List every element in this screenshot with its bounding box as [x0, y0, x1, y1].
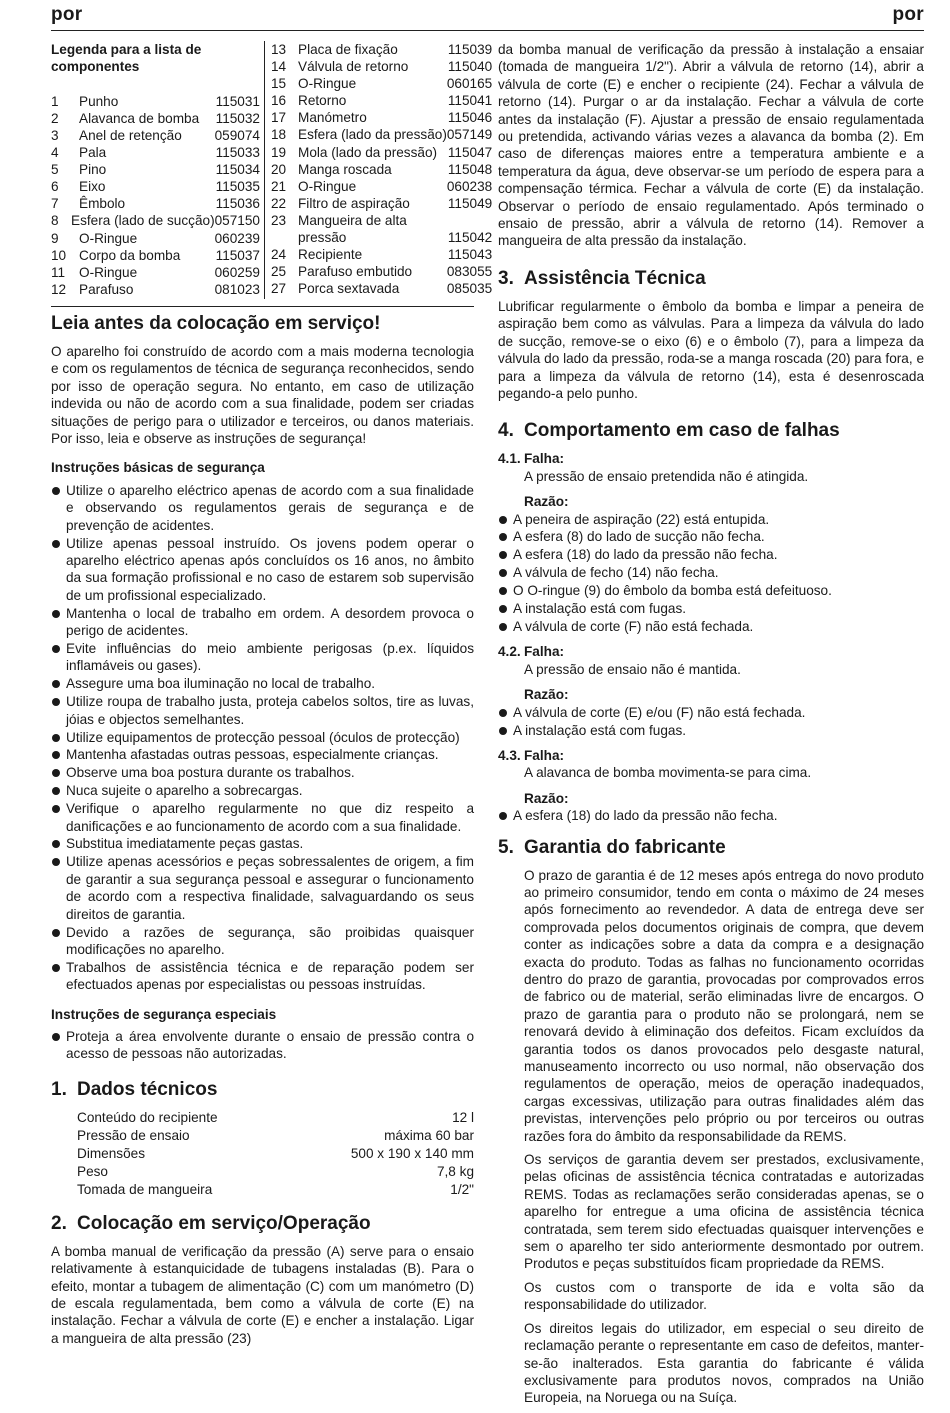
tech-data-row: [77, 1109, 474, 1127]
legend-number: 16: [271, 93, 287, 109]
reason-item: A válvula de fecho (14) não fecha.: [498, 564, 924, 581]
legend-number: 5: [51, 162, 59, 178]
bullet-item: Nuca sujeite o aparelho a sobrecargas.: [51, 782, 474, 799]
legend-code: 115037: [215, 247, 260, 263]
legend-name: Pino: [79, 162, 107, 178]
basic-safety-list: [51, 482, 474, 994]
legend-row: [271, 263, 492, 280]
fault-block: [498, 747, 924, 825]
section5-title: Garantia do fabricante: [524, 836, 726, 858]
legend-number: 1: [51, 93, 59, 109]
legend-row: [271, 75, 492, 92]
legend-code: 060238: [446, 178, 493, 194]
legend-number: 12: [51, 281, 67, 297]
tech-data-label: Pressão de ensaio: [77, 1127, 190, 1143]
reason-item: A instalação está com fugas.: [498, 722, 924, 739]
legend-number: 20: [271, 161, 287, 177]
bullet-item: Utilize roupa de trabalho justa, proteja cabelos soltos, tire as luvas, jóias e objectos semelhantes.: [51, 693, 474, 728]
warranty-text: [524, 867, 924, 1407]
legend-number: 8: [51, 213, 59, 229]
reason-list: [498, 511, 924, 636]
legend-code: 083055: [446, 264, 493, 280]
intro-text: O aparelho foi construído de acordo com a mais moderna tecnologia e com os regulamentos de técnica de segurança reconhecidos, sendo por isso de operação segura. No entanto, em caso de utilização indevida ou não de acordo com a sua finalidade, podem ser criadas situações de perigo para o utilizador e terceiros, ou danos materiais. Por isso, leia e observe as instruções de segurança!: [51, 344, 474, 447]
legend-number: 10: [51, 247, 67, 263]
tech-data-table: [77, 1109, 474, 1199]
section2-text-right: da bomba manual de verificação da pressão à instalação a ensaiar (tomada de mangueira 1/2"). Abrir a válvula de retorno (14), abrir a válvula de corte (E) e encher o recipiente (24). Fechar a válvula de retorno (14). Purgar o ar da instalação. Fechar a válvula de corte antes da instalação (F). Ajustar a pressão de ensaio regulamentada ou pretendida, activando várias vezes a alavanca da bomba (2). Em caso de diferenças maiores entre a temperatura ambiente e a temperatura da água, deve observar-se um período de espera para a compensação térmica. Fechar a válvula de corte (E) da instalação. Observar o período de ensaio regulamentado. Após terminado o ensaio de pressão, abrir a válvula de retorno (14). Remover a mangueira de alta pressão da instalação.: [498, 42, 924, 249]
section1-number: 1.: [51, 1078, 67, 1100]
legend-row: [51, 127, 260, 144]
section3-heading: [498, 268, 924, 290]
language-header-left: por: [51, 4, 83, 25]
legend-row: [51, 247, 260, 264]
fault-heading: [498, 747, 924, 764]
fault-number: 4.2.: [498, 644, 521, 660]
bullet-item: Assegure uma boa iluminação no local de trabalho.: [51, 675, 474, 692]
tech-data-value: 12 l: [452, 1109, 474, 1125]
tech-data-row: [77, 1181, 474, 1199]
legend-column-a: [51, 41, 260, 299]
fault-block: [498, 643, 924, 739]
reason-item: A esfera (18) do lado da pressão não fecha.: [498, 546, 924, 563]
section2-text-left: A bomba manual de verificação da pressão (A) serve para o ensaio relativamente à estanquicidade de tubagens instaladas (B). Para o efeito, montar a tubagem de alimentação (C) com um manómetro (D) de escala regulamentada, bem como a válvula de corte (E) na instalação. Fechar a válvula de corte (E) e encher a instalação. Ligar a mangueira de alta pressão (23): [51, 1243, 474, 1346]
legend-number: 14: [271, 59, 287, 75]
fault-description: A alavanca de bomba movimenta-se para cima.: [524, 765, 812, 781]
legend-name: Esfera (lado de sucção): [71, 213, 215, 229]
legend-name: Filtro de aspiração: [298, 195, 410, 211]
legend-code: 115033: [215, 145, 260, 161]
legend-row: [51, 230, 260, 247]
legend-code: 115049: [447, 195, 493, 211]
legend-name: Parafuso embutido: [298, 264, 413, 280]
legend-name: O-Ringue: [298, 178, 357, 194]
section5-number: 5.: [498, 836, 514, 858]
reason-item: A instalação está com fugas.: [498, 600, 924, 617]
legend-number: 6: [51, 179, 59, 195]
legend-number: 2: [51, 110, 59, 126]
section5-heading: [498, 837, 924, 859]
legend-number: 15: [271, 76, 287, 92]
reason-item: A válvula de corte (F) não está fechada.: [498, 618, 924, 635]
legend-number: 17: [271, 110, 287, 126]
warranty-paragraph: Os direitos legais do utilizador, em especial o seu direito de reclamação perante o representante em caso de defeitos, manter-se-ão inalterados. Esta garantia do fabricante é válida exclusivamente para produtos novos, comprados na União Europeia, na Noruega ou na Suíça.: [524, 1320, 924, 1406]
bullet-item: Devido a razões de segurança, são proibidas quaisquer modificações no aparelho.: [51, 924, 474, 959]
legend-row: [51, 195, 260, 212]
section4-number: 4.: [498, 420, 514, 442]
basic-safety-title: Instruções básicas de segurança: [51, 460, 265, 476]
legend-code: 060239: [214, 230, 260, 246]
legend-rule: [51, 306, 474, 307]
section2-heading: [51, 1213, 474, 1235]
tech-data-row: [77, 1127, 474, 1145]
tech-data-row: [77, 1145, 474, 1163]
legend-name: Mola (lado da pressão): [298, 144, 438, 160]
reason-item: O O-ringue (9) do êmbolo da bomba está defeituoso.: [498, 582, 924, 599]
legend-name: Punho: [79, 93, 119, 109]
reason-list: [498, 704, 924, 739]
legend-number: 19: [271, 144, 287, 160]
legend-code: 115040: [447, 59, 493, 75]
bullet-item: Utilize equipamentos de protecção pessoal (óculos de protecção): [51, 729, 474, 746]
bullet-item: Utilize apenas pessoal instruído. Os jovens podem operar o aparelho eléctrico apenas após concluídos os 16 anos, no âmbito da sua formação profissional e no caso de estarem sob supervisão de um profissional especializado.: [51, 535, 474, 605]
legend-name: O-Ringue: [298, 76, 357, 92]
fault-number: 4.3.: [498, 747, 521, 763]
tech-data-value: 500 x 190 x 140 mm: [350, 1145, 474, 1161]
fault-label: Falha:: [524, 747, 565, 763]
legend-title: Legenda para a lista de componentes: [51, 42, 202, 75]
legend-code: 085035: [446, 281, 493, 297]
legend-code: 115043: [447, 247, 493, 263]
legend-name: Êmbolo: [79, 196, 126, 212]
bullet-item: Utilize o aparelho eléctrico apenas de acordo com a sua finalidade e observando os regulamentos gerais de segurança e de prevenção de acidentes.: [51, 482, 474, 534]
bullet-item: Observe uma boa postura durante os trabalhos.: [51, 764, 474, 781]
legend-column-b: [271, 41, 492, 299]
warranty-paragraph: Os serviços de garantia devem ser prestados, exclusivamente, pelas oficinas de assistência técnica contratadas e autorizadas REMS. Todas as reclamações serão consideradas apenas, se o aparelho for entregue a uma oficina de assistência técnica contratada, sem terem sido efectuadas quaisquer intervenções e sem o aparelho ter sido anteriormente desmontado por outrem. Produtos e peças substituídos ficam propriedade da REMS.: [524, 1152, 924, 1272]
legend-number: 13: [271, 42, 287, 57]
legend-name: Manómetro: [298, 110, 367, 126]
reason-label: Razão:: [524, 494, 569, 510]
fault-number: 4.1.: [498, 451, 521, 467]
legend-code: 115041: [447, 93, 493, 109]
tech-data-value: 7,8 kg: [436, 1163, 474, 1179]
legend-code: 115042: [447, 229, 493, 245]
legend-code: 057149: [446, 127, 493, 143]
legend-row: [271, 280, 492, 297]
tech-data-label: Conteúdo do recipiente: [77, 1109, 218, 1125]
legend-code: 060259: [214, 264, 260, 280]
bullet-item: Verifique o aparelho regularmente no que diz respeito a danificações e ao funcionamento de acordo com a sua finalidade.: [51, 800, 474, 835]
reason-item: A peneira de aspiração (22) está entupida.: [498, 511, 924, 528]
legend-row: [271, 126, 492, 143]
section2-title: Colocação em serviço/Operação: [77, 1212, 371, 1234]
warranty-paragraph: O prazo de garantia é de 12 meses após entrega do novo produto ao primeiro consumidor, tendo em conta o máximo de 24 meses após fornecimento ao revendedor. A data de entrega deve ser comprovada pelos documentos originais de compra, que devem conter as indicações sobre a data da compra e a designação exacta do produto. Todas as falhas no funcionamento ocorridas dentro do prazo de garantia, provocadas por comprovados erros de fabrico ou de material, serão eliminadas livre de encargos. O prazo de garantia para o produto não se prolongará, nem se renovará devido à eliminação dos defeitos. Ficam excluídos da garantia todos os danos provocados pelo desgaste natural, manuseamento incorrecto ou uso normal, não observação dos regulamentos de operação, meios de operação inadequados, cargas excessivas, utilização para outras finalidades além das previstas, intervenções pelo próprio ou por terceiros ou outras razões fora do âmbito da responsabilidade da REMS.: [524, 867, 924, 1144]
legend-code: 115032: [215, 110, 260, 126]
legend-code: 059074: [214, 128, 260, 143]
fault-description: A pressão de ensaio pretendida não é atingida.: [524, 468, 809, 484]
legend-name: O-Ringue: [79, 230, 138, 246]
legend-number: 23: [271, 212, 287, 228]
legend-number: 11: [51, 264, 66, 280]
legend-row: [51, 212, 260, 229]
legend-name: Retorno: [298, 93, 347, 109]
bullet-item: Substitua imediatamente peças gastas.: [51, 835, 474, 852]
language-header-right: por: [892, 4, 924, 25]
legend-number: 21: [271, 178, 287, 194]
legend-row: [51, 144, 260, 161]
special-safety-title: Instruções de segurança especiais: [51, 1006, 277, 1022]
tech-data-label: Dimensões: [77, 1145, 145, 1161]
legend-code: 115047: [447, 144, 493, 160]
legend-code: 115035: [215, 179, 260, 195]
section4-heading: [498, 420, 924, 442]
legend-name: Porca sextavada: [298, 281, 400, 297]
legend-row: [51, 281, 260, 298]
legend-name: Esfera (lado da pressão): [298, 127, 447, 143]
reason-item: A válvula de corte (E) e/ou (F) não está fechada.: [498, 704, 924, 721]
right-column: [498, 41, 924, 1413]
bullet-item: Evite influências do meio ambiente perigosas (p.ex. líquidos inflamáveis ou gases).: [51, 640, 474, 675]
legend-number: 24: [271, 247, 287, 263]
legend-code: 115031: [215, 93, 260, 109]
legend-code: 115048: [447, 161, 493, 177]
bullet-item: Utilize apenas acessórios e peças sobressalentes de origem, a fim de garantir a sua segurança pessoal e assegurar o funcionamento de acordo com a respectiva finalidade, salvaguardando os seus direitos de garantia.: [51, 853, 474, 923]
component-legend: [51, 41, 493, 299]
fault-block: [498, 450, 924, 635]
legend-row: [51, 264, 260, 281]
legend-number: 7: [51, 196, 59, 212]
legend-row: [271, 92, 492, 109]
fault-label: Falha:: [524, 451, 565, 467]
legend-name: Mangueira de alta pressão: [298, 212, 407, 246]
legend-code: 115046: [447, 110, 493, 126]
section3-number: 3.: [498, 267, 514, 289]
legend-number: 4: [51, 145, 59, 161]
legend-row: [51, 93, 260, 110]
fault-heading: [498, 643, 924, 660]
legend-name: Manga roscada: [298, 161, 392, 177]
warranty-paragraph: Os custos com o transporte de ida e volta são da responsabilidade do utilizador.: [524, 1279, 924, 1313]
reason-item: A esfera (18) do lado da pressão não fecha.: [498, 807, 924, 824]
legend-number: 25: [271, 264, 287, 280]
legend-name: O-Ringue: [79, 264, 138, 280]
legend-number: 22: [271, 195, 287, 211]
legend-number: 9: [51, 230, 59, 246]
special-safety-list: [51, 1028, 474, 1063]
fault-label: Falha:: [524, 644, 565, 660]
legend-code: 115036: [215, 196, 260, 212]
bullet-item: Mantenha o local de trabalho em ordem. A desordem provoca o perigo de acidentes.: [51, 605, 474, 640]
legend-name: Alavanca de bomba: [79, 110, 200, 126]
reason-list: [498, 807, 924, 824]
legend-row: [271, 58, 492, 75]
legend-row: [271, 161, 492, 178]
reason-label: Razão:: [524, 790, 569, 806]
fault-list: [498, 450, 924, 824]
legend-name: Parafuso: [79, 281, 134, 297]
legend-code: 060165: [446, 76, 493, 92]
bullet-item: Trabalhos de assistência técnica e de reparação podem ser efectuados apenas por especialistas ou pessoas instruídas.: [51, 959, 474, 994]
fault-heading: [498, 450, 924, 467]
legend-divider: [264, 41, 265, 299]
tech-data-row: [77, 1163, 474, 1181]
legend-row: [271, 212, 492, 246]
legend-name: Eixo: [79, 179, 106, 195]
tech-data-label: Peso: [77, 1163, 108, 1179]
legend-name: Corpo da bomba: [79, 247, 181, 263]
bullet-item: Mantenha afastadas outras pessoas, especialmente crianças.: [51, 746, 474, 763]
intro-title: Leia antes da colocação em serviço!: [51, 313, 381, 334]
section3-text: Lubrificar regularmente o êmbolo da bomba e limpar a peneira de aspiração bem como as válvulas. Para a limpeza da válvula do lado de sucção, remove-se o eixo (6) e o êmbolo (7), para a limpeza da válvula do lado da pressão, roda-se a manga roscada (20) para fora, e para a limpeza da válvula de retorno (14), esta é desenroscada pegando-a pelo punho.: [498, 298, 924, 401]
legend-name: Recipiente: [298, 247, 363, 263]
legend-row: [51, 178, 260, 195]
legend-row: [51, 161, 260, 178]
section1-heading: [51, 1079, 474, 1101]
legend-row: [271, 41, 492, 58]
section2-number: 2.: [51, 1212, 67, 1234]
reason-item: A esfera (8) do lado de sucção não fecha.: [498, 528, 924, 545]
bullet-item: Proteja a área envolvente durante o ensaio de pressão contra o acesso de pessoas não autorizadas.: [51, 1028, 474, 1063]
section1-title: Dados técnicos: [77, 1078, 218, 1100]
legend-name: Placa de fixação: [298, 42, 398, 57]
legend-number: 3: [51, 128, 59, 143]
section4-title: Comportamento em caso de falhas: [524, 420, 840, 442]
header-rule: [51, 30, 924, 31]
fault-description: A pressão de ensaio não é mantida.: [524, 661, 741, 677]
legend-code: 115034: [215, 162, 260, 178]
legend-row: [271, 109, 492, 126]
legend-number: 18: [271, 127, 287, 143]
legend-row: [271, 178, 492, 195]
left-column: [51, 41, 493, 1353]
legend-row: [51, 110, 260, 127]
legend-name: Válvula de retorno: [298, 59, 409, 75]
tech-data-value: 1/2": [450, 1181, 474, 1197]
legend-number: 27: [271, 281, 287, 297]
legend-row: [271, 144, 492, 161]
legend-row: [271, 246, 492, 263]
tech-data-label: Tomada de mangueira: [77, 1181, 213, 1197]
legend-name: Anel de retenção: [79, 128, 182, 143]
legend-name: Pala: [79, 145, 107, 161]
legend-row: [271, 195, 492, 212]
legend-code: 057150: [214, 213, 260, 229]
reason-label: Razão:: [524, 687, 569, 703]
tech-data-value: máxima 60 bar: [384, 1127, 474, 1143]
section3-title: Assistência Técnica: [524, 267, 706, 289]
legend-code: 115039: [447, 42, 493, 57]
legend-code: 081023: [214, 281, 260, 297]
